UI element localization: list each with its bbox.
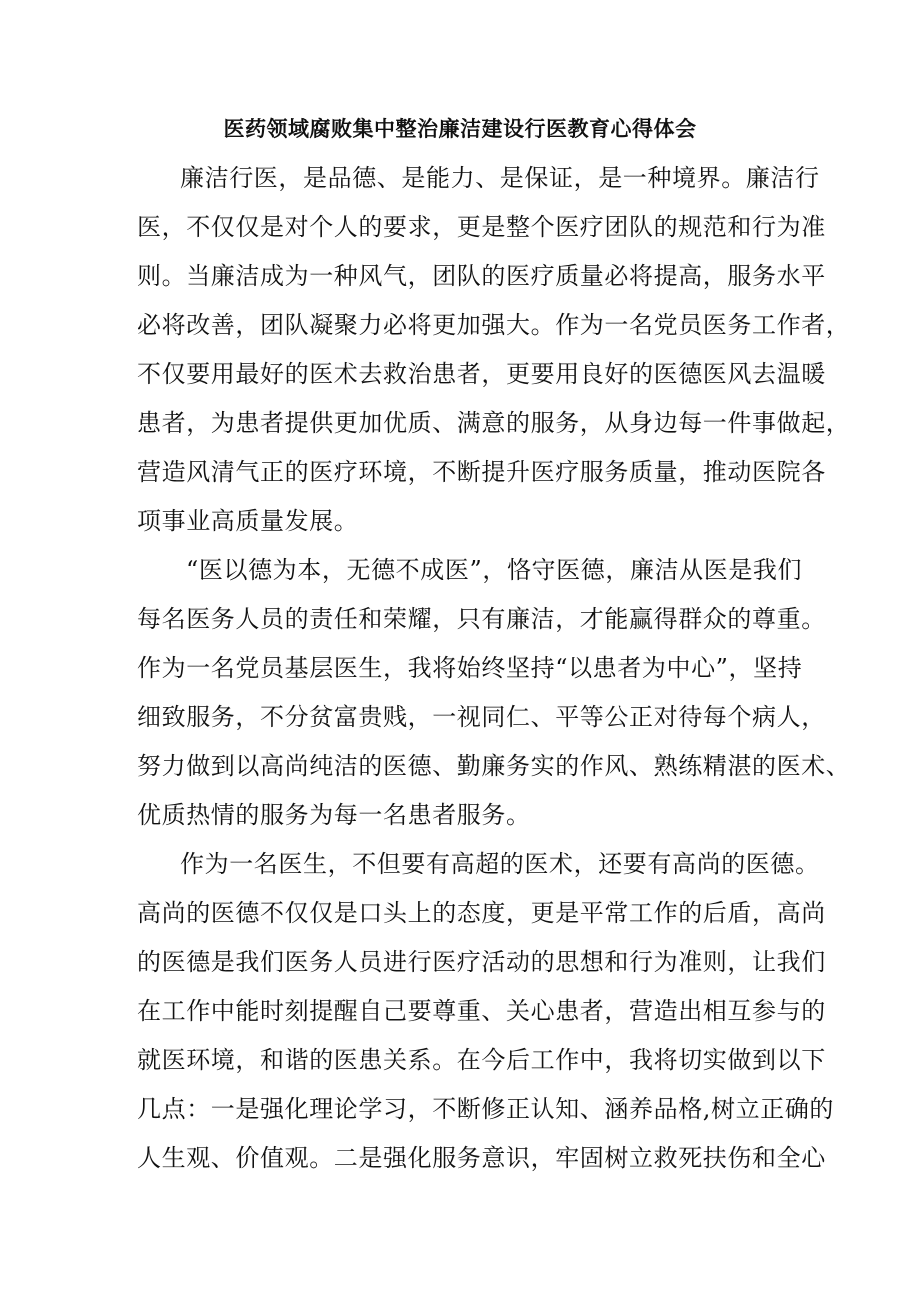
paragraph-1-line-7: 营造风清气正的医疗环境，不断提升医疗服务质量，推动医院各 (137, 458, 826, 486)
paragraph-1-line-8: 项事业高质量发展。 (137, 507, 359, 535)
paragraph-1-line-6: 患者，为患者提供更加优质、满意的服务，从身边每一件事做起， (137, 409, 851, 437)
paragraph-1-line-3: 则。当廉洁成为一种风气，团队的医疗质量必将提高，服务水平 (137, 262, 826, 290)
paragraph-1-line-2: 医，不仅仅是对个人的要求，更是整个医疗团队的规范和行为准 (137, 213, 826, 241)
paragraph-3-line-4: 在工作中能时刻提醒自己要尊重、关心患者，营造出相互参与的 (137, 997, 826, 1025)
paragraph-3-line-2: 高尚的医德不仅仅是口头上的态度，更是平常工作的后盾，高尚 (137, 899, 826, 927)
paragraph-2-line-5: 努力做到以高尚纯洁的医德、勤廉务实的作风、熟练精湛的医术、 (137, 752, 851, 780)
paragraph-1-line-4: 必将改善，团队凝聚力必将更加强大。作为一名党员医务工作者， (137, 311, 851, 339)
paragraph-3-line-5: 就医环境，和谐的医患关系。在今后工作中，我将切实做到以下 (137, 1046, 826, 1074)
paragraph-2-line-4: 细致服务，不分贫富贵贱，一视同仁、平等公正对待每个病人， (137, 703, 826, 731)
paragraph-1-line-5: 不仅要用最好的医术去救治患者，更要用良好的医德医风去温暖 (137, 360, 826, 388)
paragraph-2-line-1: “医以德为本，无德不成医”，恪守医德，廉洁从医是我们 (186, 556, 803, 584)
paragraph-2-line-2: 每名医务人员的责任和荣耀，只有廉洁，才能赢得群众的尊重。 (137, 605, 826, 633)
paragraph-2-line-3: 作为一名党员基层医生，我将始终坚持“以患者为中心”，坚持 (137, 654, 803, 682)
paragraph-3-line-1: 作为一名医生，不但要有高超的医术，还要有高尚的医德。 (180, 850, 820, 878)
paragraph-3-line-3: 的医德是我们医务人员进行医疗活动的思想和行为准则，让我们 (137, 948, 826, 976)
paragraph-2-line-6: 优质热情的服务为每一名患者服务。 (137, 801, 531, 829)
document-title: 医药领域腐败集中整治廉洁建设行医教育心得体会 (223, 116, 697, 141)
paragraph-3-line-6: 几点：一是强化理论学习，不断修正认知、涵养品格,树立正确的 (137, 1095, 835, 1123)
paragraph-3-line-7: 人生观、价值观。二是强化服务意识，牢固树立救死扶伤和全心 (137, 1144, 826, 1172)
paragraph-1-line-1: 廉洁行医，是品德、是能力、是保证，是一种境界。廉洁行 (180, 164, 820, 192)
